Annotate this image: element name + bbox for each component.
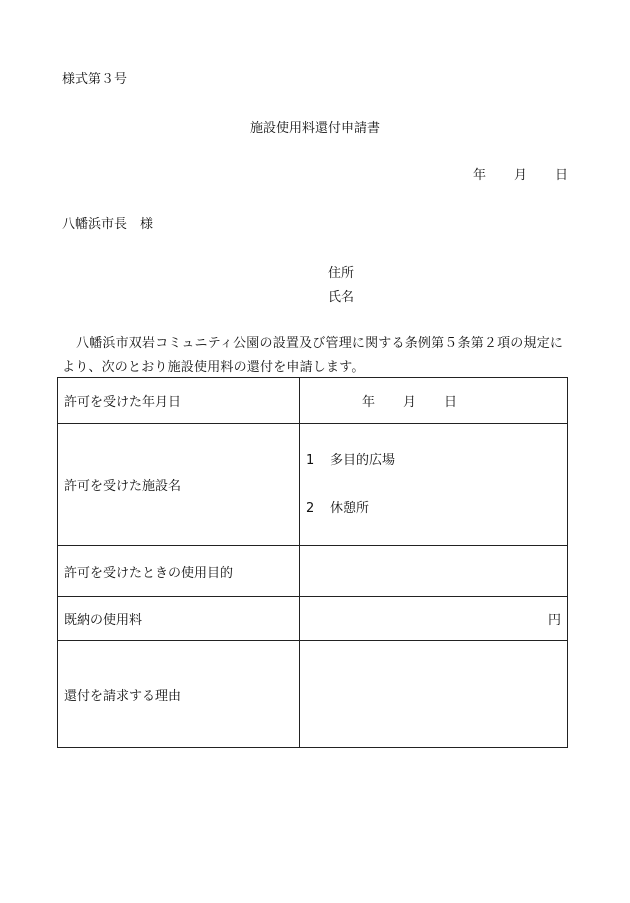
- permit-day-label: 日: [444, 395, 458, 410]
- purpose-field[interactable]: [300, 546, 568, 597]
- facility-options: [300, 424, 568, 546]
- body-text: 八幡浜市双岩コミュニティ公園の設置及び管理に関する条例第５条第２項の規定により、次のとおり施設使用料の還付を申請します。: [62, 336, 564, 375]
- fee-field[interactable]: [300, 597, 568, 641]
- table-row: [58, 641, 568, 748]
- date-year-label: 年: [472, 168, 486, 183]
- date-day-label: 日: [554, 168, 568, 183]
- facility-option-name: 休憩所: [330, 500, 370, 516]
- permit-date-label: 許可を受けた年月日: [58, 378, 300, 424]
- facility-option-1[interactable]: [306, 451, 561, 471]
- table-row: [58, 424, 568, 546]
- purpose-label: 許可を受けたときの使用目的: [58, 546, 300, 597]
- facility-label: 許可を受けた施設名: [58, 424, 300, 546]
- fee-label: 既納の使用料: [58, 597, 300, 641]
- fee-unit: 円: [547, 613, 561, 628]
- facility-option-number: 2: [306, 500, 315, 516]
- applicant-name-label: 氏名: [328, 290, 355, 305]
- permit-month-label: 月: [403, 395, 417, 410]
- reason-field[interactable]: [300, 641, 568, 748]
- facility-option-2[interactable]: [306, 499, 561, 519]
- applicant-address-label: 住所: [328, 266, 355, 281]
- document-title: 施設使用料還付申請書: [249, 121, 380, 136]
- facility-option-number: 1: [306, 452, 315, 468]
- table-row: [58, 546, 568, 597]
- date-month-label: 月: [513, 168, 527, 183]
- table-row: [58, 378, 568, 424]
- addressee: 八幡浜市長 様: [62, 217, 154, 232]
- application-table: [57, 377, 568, 748]
- form-number: 様式第３号: [62, 72, 128, 87]
- facility-option-name: 多目的広場: [330, 452, 396, 468]
- reason-label: 還付を請求する理由: [58, 641, 300, 748]
- application-date: [473, 164, 568, 183]
- table-row: [58, 597, 568, 641]
- permit-date-field[interactable]: [300, 378, 568, 424]
- permit-year-label: 年: [362, 395, 376, 410]
